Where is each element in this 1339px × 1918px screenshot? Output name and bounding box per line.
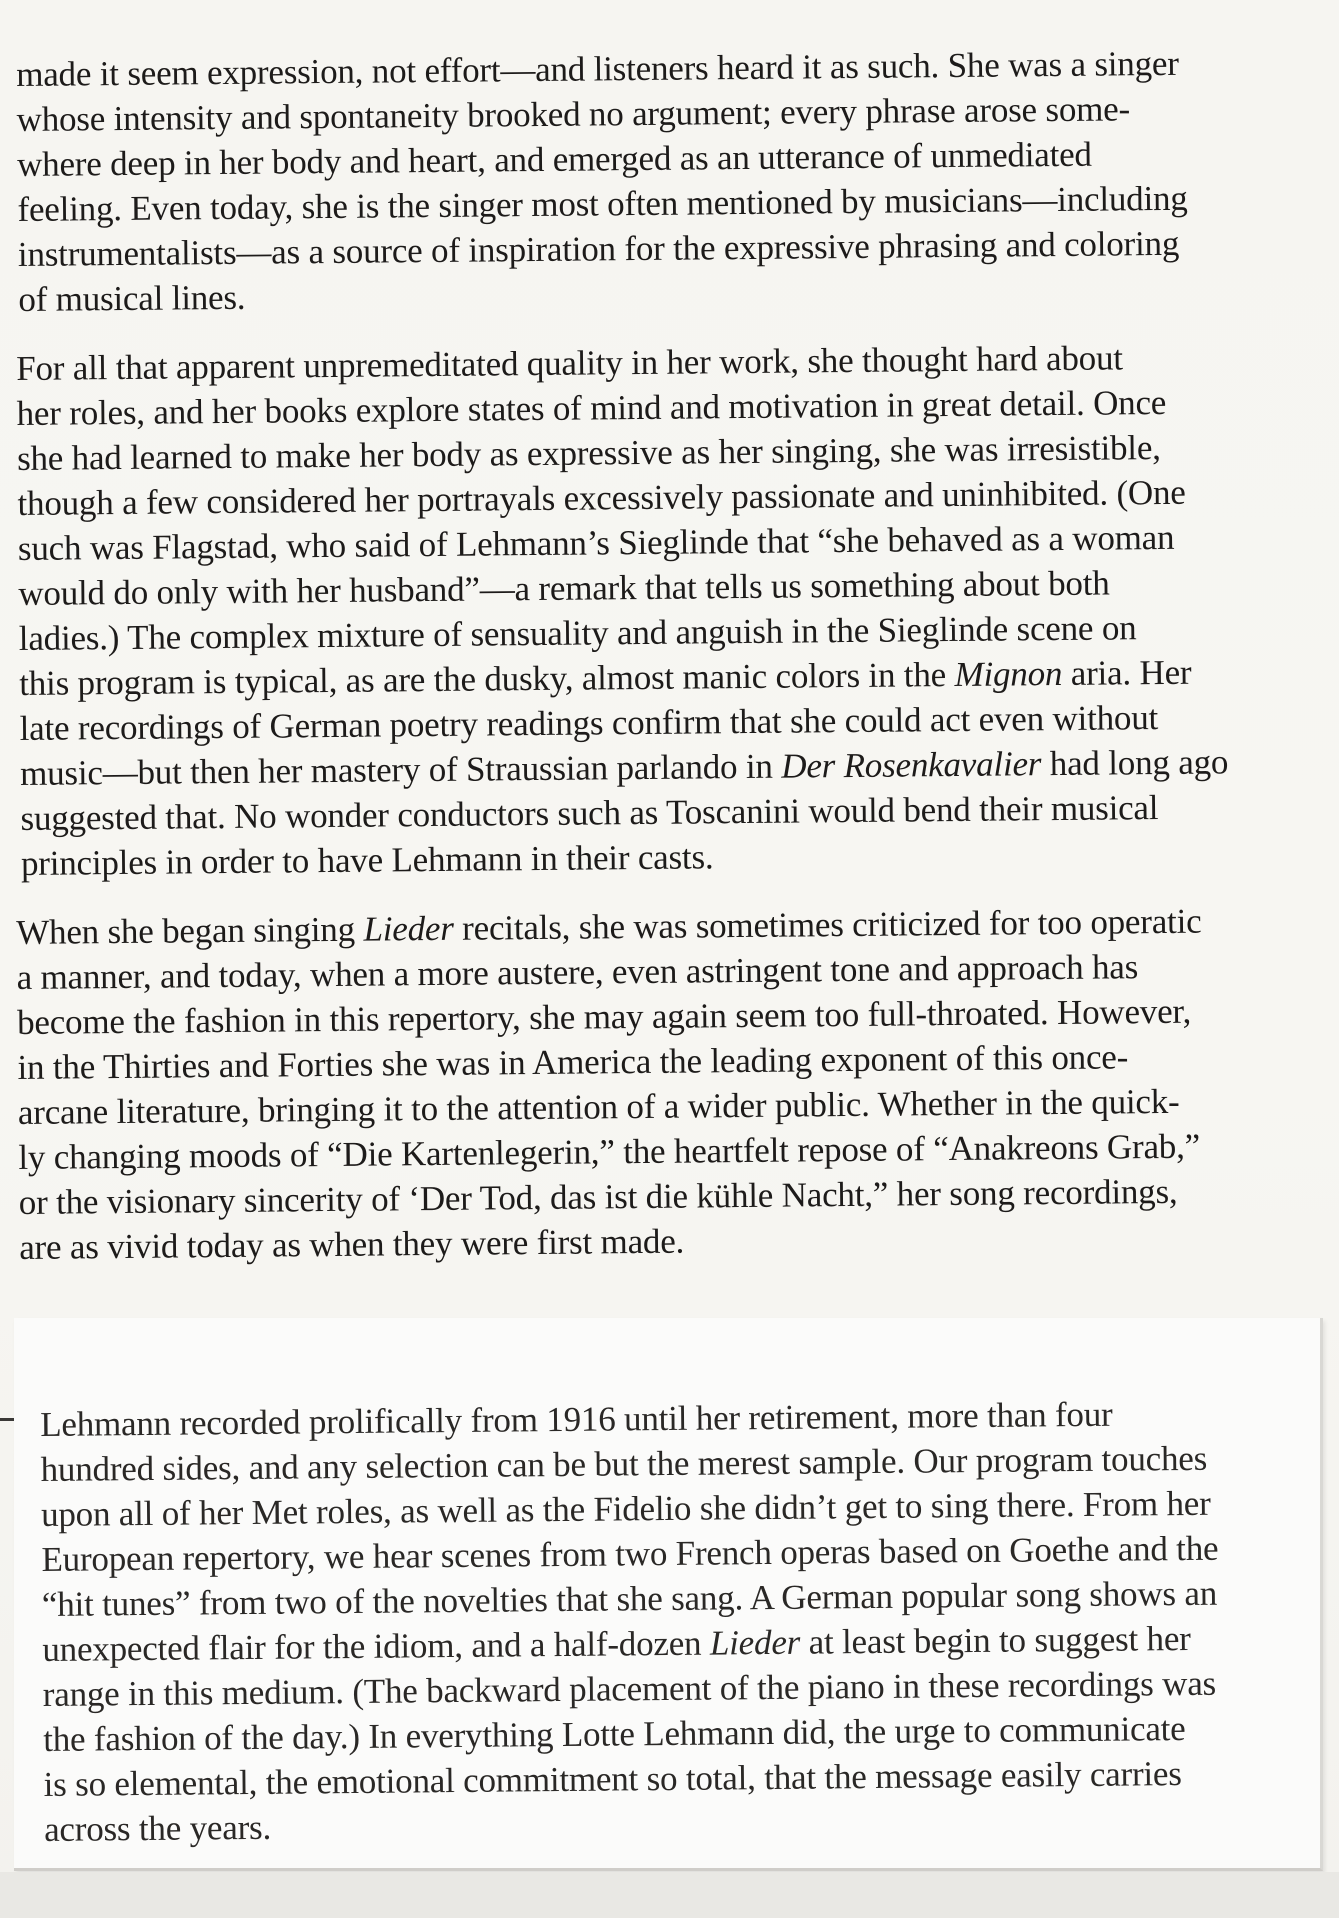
text-line: For all that apparent unpremeditated quality in her work, she thought hard about: [16, 338, 1123, 388]
paragraph-2: [16, 334, 1311, 886]
text-line: European repertory, we hear scenes from two French operas based on Goethe and the: [41, 1528, 1219, 1579]
text-line: though a few considered her portrayals excessively passionate and uninhibited. (One: [17, 472, 1186, 523]
text-run: at least begin to suggest her: [799, 1618, 1191, 1662]
text-line: arcane literature, bringing it to the attention of a wider public. Whether in the quick-: [17, 1081, 1180, 1132]
text-line: range in this medium. (The backward placement of the piano in these recordings was: [42, 1663, 1217, 1714]
text-line: “hit tunes” from two of the novelties that she sang. A German popular song shows an: [41, 1573, 1218, 1624]
text-column: [16, 43, 1306, 1294]
italic-title-mignon: Mignon: [954, 653, 1063, 695]
text-line: the fashion of the day.) In everything Lotte Lehmann did, the urge to communicate: [43, 1709, 1186, 1759]
text-line: hundred sides, and any selection can be but the merest sample. Our program touches: [40, 1438, 1208, 1489]
text-run: had long ago: [1041, 742, 1229, 784]
text-line: or the visionary sincerity of ‘Der Tod, das ist die kühle Nacht,” her song recordings,: [18, 1171, 1178, 1222]
text-line: is so elemental, the emotional commitment so total, that the message easily carries: [43, 1754, 1182, 1804]
text-line: in the Thirties and Forties she was in America the leading exponent of this once-: [17, 1037, 1129, 1087]
text-line: of musical lines.: [18, 277, 246, 319]
text-line: feeling. Even today, she is the singer most often mentioned by musicians—including: [17, 178, 1188, 229]
text-run: When she began singing: [16, 909, 364, 952]
text-run: music—but then her mastery of Straussian parlando in: [19, 746, 782, 793]
italic-term-lieder: Lieder: [363, 908, 454, 949]
pasted-slip: [14, 1318, 1323, 1871]
text-line: ly changing moods of “Die Kartenlegerin,” the heartfelt repose of “Anakreons Grab,”: [18, 1126, 1201, 1177]
paragraph-3: [16, 898, 1309, 1270]
text-run: aria. Her: [1062, 652, 1192, 693]
text-line: made it seem expression, not effort—and listeners heard it as such. She was a singer: [16, 43, 1179, 94]
pasted-slip-shadow-edge: [0, 1418, 14, 1421]
text-line: she had learned to make her body as expressive as her singing, she was irresistible,: [16, 428, 1161, 478]
text-run: this program is typical, as are the dusky, almost manic colors in the: [19, 655, 955, 703]
text-run: recitals, she was sometimes criticized for too operatic: [453, 901, 1202, 948]
text-line: Lehmann recorded prolifically from 1916 until her retirement, more than four: [40, 1394, 1113, 1444]
text-line: a manner, and today, when a more austere, even astringent tone and approach has: [16, 947, 1139, 997]
scan-bottom-margin: [0, 1872, 1339, 1918]
paragraph-4: [40, 1390, 1314, 1852]
text-run: unexpected flair for the idiom, and a half-dozen: [42, 1623, 711, 1669]
text-line: ladies.) The complex mixture of sensuality and anguish in the Sieglinde scene on: [18, 608, 1137, 658]
text-line: her roles, and her books explore states of mind and motivation in great detail. Once: [16, 382, 1167, 433]
text-line: principles in order to have Lehmann in their casts.: [20, 837, 714, 883]
text-line: whose intensity and spontaneity brooked no argument; every phrase arose some-: [16, 89, 1131, 139]
text-line: where deep in her body and heart, and emerged as an utterance of unmediated: [16, 134, 1092, 184]
paragraph-1: [16, 40, 1309, 322]
text-line: become the fashion in this repertory, she may again seem too full-throated. However,: [16, 991, 1192, 1042]
italic-title-rosenkavalier: Der Rosenkavalier: [781, 744, 1042, 786]
text-line: are as vivid today as when they were first made.: [19, 1221, 685, 1267]
text-line: late recordings of German poetry readings confirm that she could act even without: [19, 698, 1159, 748]
italic-term-lieder: Lieder: [709, 1622, 801, 1663]
text-line: such was Flagstad, who said of Lehmann’s Sieglinde that “she behaved as a woman: [17, 517, 1175, 568]
text-line: upon all of her Met roles, as well as the Fidelio she didn’t get to sing there. From her: [40, 1483, 1211, 1534]
text-line: across the years.: [43, 1807, 272, 1849]
text-line: instrumentalists—as a source of inspiration for the expressive phrasing and coloring: [17, 223, 1180, 274]
text-line: suggested that. No wonder conductors such as Toscanini would bend their musical: [20, 788, 1159, 838]
text-line: would do only with her husband”—a remark that tells us something about both: [18, 563, 1110, 613]
